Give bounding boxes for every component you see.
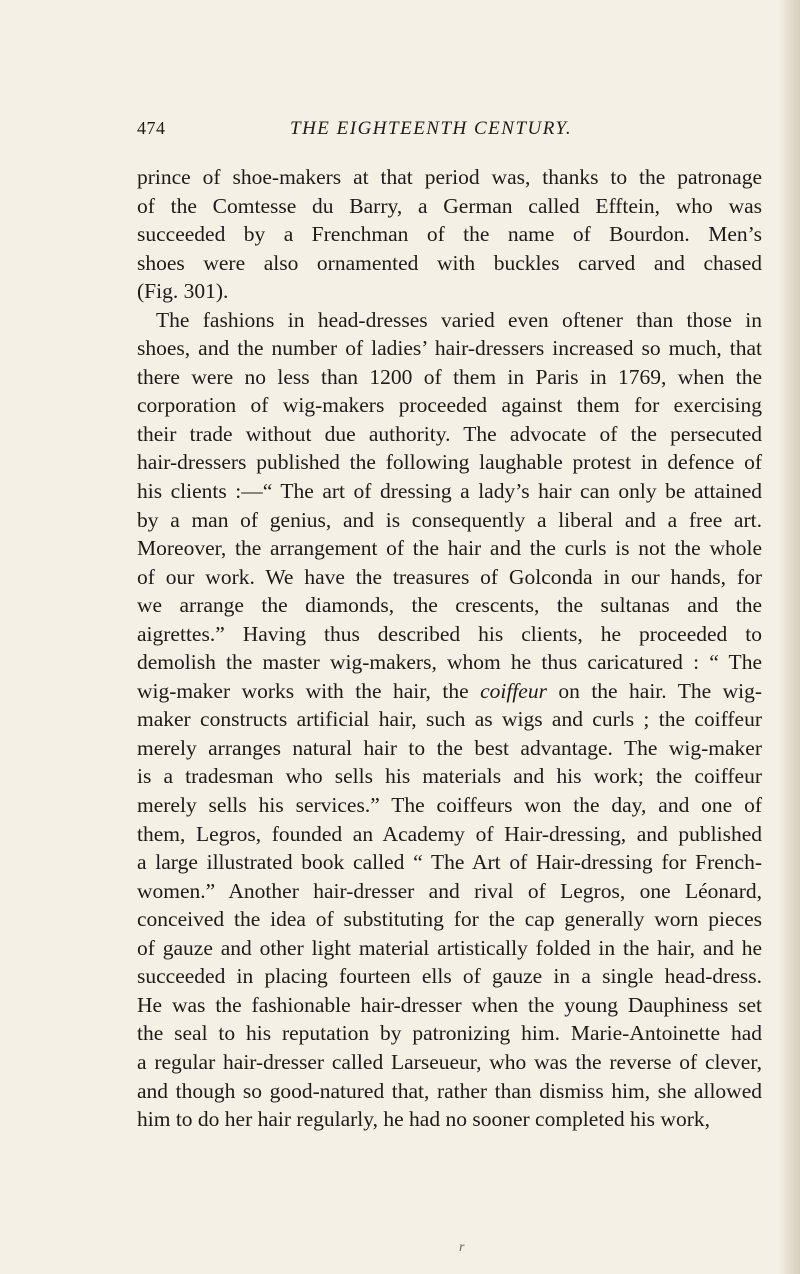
text-line: there were no less than 1200 of them in Paris in 1769, when the [137,364,762,389]
page-edge-shadow [778,0,800,1274]
text-line: prince of shoe-makers at that period was, thanks to the patronage [137,165,762,189]
text-line: them, Legros, founded an Academy of Hair-dressing, and published [137,821,762,846]
text-line: women.” Another hair-dresser and rival of Legros, one Léonard, [137,878,762,903]
body-text [137,163,762,1134]
page-number: 474 [137,118,166,138]
text-line: a large illustrated book called “ The Art of Hair-dressing for French- [137,850,762,875]
text-line: we arrange the diamonds, the crescents, the sultanas and the [137,593,762,618]
text-line: their trade without due authority. The advocate of the persecuted [137,421,762,446]
text-line: (Fig. 301). [137,279,229,304]
signature-mark: r [459,1240,465,1255]
text-line: merely sells his services.” The coiffeurs won the day, and one of [137,793,762,818]
text-line: wig-maker works with the hair, the coiffeur on the hair. The wig- [137,678,762,703]
text-line: and though so good-natured that, rather than dismiss him, she allowed [137,1078,762,1103]
text-line: succeeded in placing fourteen ells of gauze in a single head-dress. [137,964,762,989]
text-line: aigrettes.” Having thus described his clients, he proceeded to [137,621,762,646]
text-line: a regular hair-dresser called Larseueur, who was the reverse of clever, [137,1049,762,1074]
text-line: corporation of wig-makers proceeded against them for exercising [137,393,762,418]
text-line: demolish the master wig-makers, whom he thus caricatured : “ The [137,650,762,675]
text-line: his clients :—“ The art of dressing a lady’s hair can only be attained [137,479,762,504]
text-line: He was the fashionable hair-dresser when the young Dauphiness set [137,992,762,1017]
text-line: merely arranges natural hair to the best advantage. The wig-maker [137,735,762,760]
text-line: is a tradesman who sells his materials and his work; the coiffeur [137,764,762,789]
running-head: THE EIGHTEENTH CENTURY. [290,118,573,139]
text-line: of gauze and other light material artistically folded in the hair, and he [137,935,762,960]
text-line: Moreover, the arrangement of the hair and the curls is not the whole [137,536,762,561]
text-line: him to do her hair regularly, he had no sooner completed his work, [137,1107,710,1132]
text-line: of the Comtesse du Barry, a German called Efftein, who was [137,193,762,218]
text-line: The fashions in head-dresses varied even oftener than those in [156,307,762,332]
page-header [0,118,800,148]
text-line: by a man of genius, and is consequently a liberal and a free art. [137,507,762,532]
text-line: hair-dressers published the following laughable protest in defence of [137,450,762,475]
text-line: succeeded by a Frenchman of the name of Bourdon. Men’s [137,222,762,247]
text-line: maker constructs artificial hair, such as wigs and curls ; the coiffeur [137,707,762,732]
text-line: of our work. We have the treasures of Golconda in our hands, for [137,564,762,589]
text-line: shoes were also ornamented with buckles carved and chased [137,250,762,275]
text-line: shoes, and the number of ladies’ hair-dressers increased so much, that [137,336,762,361]
text-line: the seal to his reputation by patronizing him. Marie-Antoinette had [137,1021,762,1046]
text-line: conceived the idea of substituting for the cap generally worn pieces [137,907,762,932]
